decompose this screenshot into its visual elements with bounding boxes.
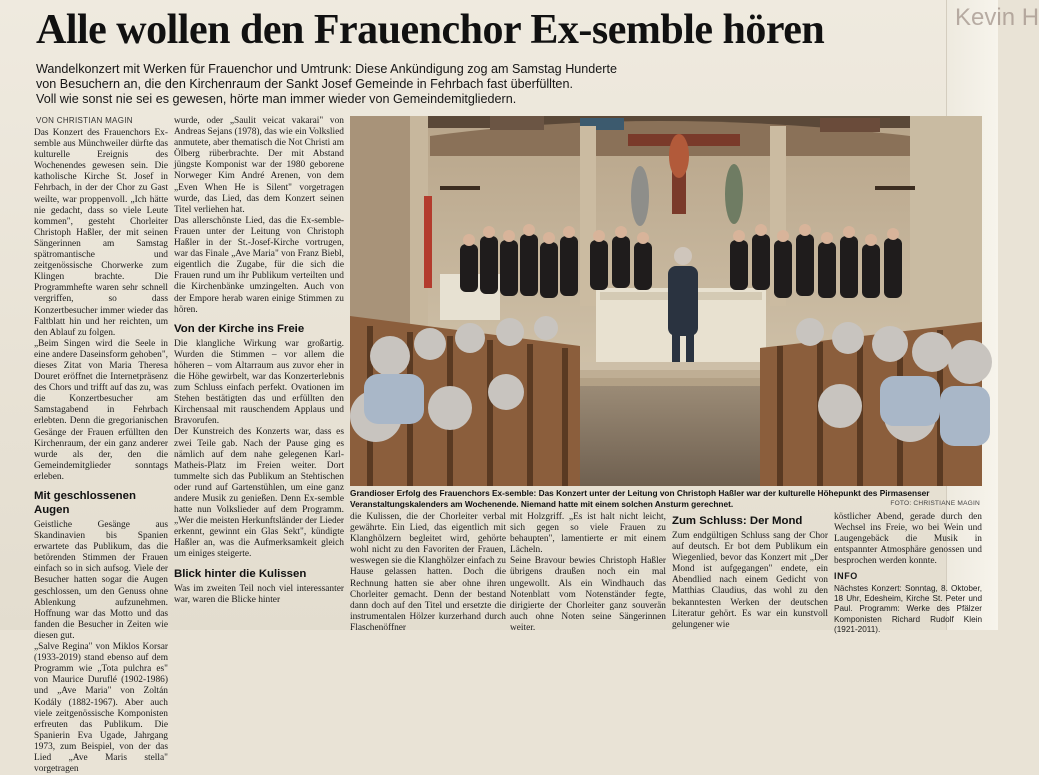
article-column-1 (34, 128, 168, 775)
photo-credit: FOTO: CHRISTIANE MAGIN (890, 500, 980, 507)
body-paragraph: mit Holzgriff. „Es ist halt nicht leicht, sich gegen so viele Frauen zu behaupten", lamentierte er mit einem Lächeln. (510, 512, 666, 556)
body-paragraph: Was im zweiten Teil noch viel interessanter war, waren die Blicke hinter (174, 583, 344, 605)
subheading: Blick hinter die Kulissen (174, 567, 307, 580)
adjacent-page-text: Kevin H (955, 4, 1039, 31)
lead-line: von Besuchern an, die den Kirchenraum der Sankt Josef Gemeinde in Fehrbach fast überfüllten. (36, 77, 573, 91)
subheading: Von der Kirche ins Freie (174, 322, 305, 335)
body-paragraph: wurde, oder „Saulit veicat vakarai" von Andreas Sejans (1978), das wie ein Volkslied anmutete, aber thematisch die Not Christi am Ölberg rüberbrachte. Der mit Abstand jüngste Komponist war der 1980 geborene Norweger Kim André Arenen, von dem „Even When He is Silent" vorgetragen wurde, das Lied, das dem Konzert seinen Titel verliehen hat. (174, 116, 345, 215)
body-paragraph: Die klangliche Wirkung war großartig. Wurden die Stimmen – vor allem die höheren – vom Altarraum aus zuvor eher in die Höhe gewirbelt, war das Konzerterlebnis zum Schluss einfach perfekt. Ovationen im Stehen bestätigten das und erfüllten den Kirchensaal mit rauschendem Applaus und Bravorufen. (174, 338, 344, 427)
body-paragraph: Das Konzert des Frauenchors Ex-semble aus Münchweiler dürfte das kulturelle Ereignis des Wochenendes gewesen sein. Die katholische Kirche St. Josef in Fehrbach, in der der Chor zu Gast weilte, war proppenvoll. „Ich hätte nie gedacht, dass so viele Leute kommen", gesteht Chorleiter Christoph Haßler, der mit seinen Sängerinnen am Samstag spätromantische und zeitgenössische Chorwerke zum Klingen brachte. Die Programmhefte waren sehr schnell vergriffen, so dass Konzertbesucher immer wieder das Faltblatt hin und her reichten, um den Ablauf zu folgen. (34, 128, 168, 338)
info-box-text: Nächstes Konzert: Sonntag, 8. Oktober, 18 Uhr, Edesheim, Kirche St. Peter und Paul. Programm: Werke des Pfälzer Komponisten Richard Rudolf Klein (1921-2011). (834, 583, 982, 635)
subheading: Mit geschlossenen Augen (34, 490, 136, 516)
lead-paragraph (36, 62, 646, 107)
lead-line: Voll wie sonst nie sei es gewesen, hörte man immer wieder von Gemeindemitgliedern. (36, 92, 517, 106)
article-column-2 (174, 116, 344, 628)
body-paragraph: Der Kunstreich des Konzerts war, dass es zwei Teile gab. Nach der Pause ging es nämlich auf dem nahe gelegenen Karl-Matheis-Platz im Freien weiter. Dort tummelte sich das Publikum an Stehtischen oder rund auf Gartenstühlen, um eine ganz andere Musik zu genießen. Denn Ex-semble hatte nun Volkslieder auf dem Programm. „Wer die meisten Herkunftsländer der Lieder erkennt, gewinnt ein Glas Sekt", kündigte Haßler an, was die Aufmerksamkeit gleich um einiges steigerte. (174, 427, 344, 560)
article-column-6 (834, 512, 982, 635)
article-column-5 (672, 514, 828, 628)
info-box-title: INFO (834, 571, 858, 582)
byline: VON CHRISTIAN MAGIN (36, 116, 133, 125)
headline: Alle wollen den Frauenchor Ex-semble hören (36, 7, 825, 53)
body-paragraph: „Salve Regina" von Miklos Korsar (1933-2019) stand ebenso auf dem Programm wie „Tota pulchra es" von Maurice Duruflé (1902-1986) und „Ave Maria" von Zoltán Kodály (1882-1967). Aber auch viele zeitgenössische Komponisten erfreuten das Publikum. Die Spanierin Eva Ugade, Jahrgang 1973, zum Beispiel, von der das Lied „Ave Maris stella" vorgetragen (34, 642, 168, 775)
lead-line: Wandelkonzert mit Werken für Frauenchor und Umtrunk: Diese Ankündigung zog am Samstag Hunderte (36, 62, 617, 76)
body-paragraph: köstlicher Abend, gerade durch den Wechsel ins Freie, wo bei Wein und Laugengebäck die Musik in entspannter Atmosphäre genossen und besprochen werden konnte. (834, 512, 982, 567)
body-paragraph: Geistliche Gesänge aus Skandinavien bis Spanien erwartete das Publikum, das die betörenden Stimmen der Frauen einfach so in sich aufsog. Viele der Besucher hatten sogar die Augen geschlossen, um den Genuss ohne Ablenkung aufzunehmen. Hoffnung war das Motto und das fanden die Besucher in Zeiten wie diesen gut. (34, 520, 168, 641)
article-column-3 (350, 512, 506, 633)
church-interior-illustration (350, 116, 982, 486)
subheading: Zum Schluss: Der Mond (672, 515, 803, 527)
article-column-4 (510, 512, 666, 633)
photo-caption: Grandioser Erfolg des Frauenchors Ex-semble: Das Konzert unter der Leitung von Christoph Haßler war der kulturelle Höhepunkt des Pirmasenser Veranstaltungskalenders am Wochenende. Niemand hatte mit einem solchen Ansturm gerechnet. (350, 488, 930, 509)
body-paragraph: „Beim Singen wird die Seele in eine andere Daseinsform gehoben", dieses Zitat von Maria Theresa Douret eröffnet die Internetpräsenz des Chors und trifft auf das zu, was die Konzertbesucher am Samstagabend in Fehrbach erlebten. Denn die gregorianischen Gesänge der Frauen erfüllten den Kirchenraum, der ein ganz anderer wurde als der, den die Gemeindemitglieder sonntags erleben. (34, 338, 168, 482)
body-paragraph: die Kulissen, die der Chorleiter verbal gewährte. Ein Lied, das eigentlich mit Klanghölzern begleitet wird, gehörte wohl nicht zu den Favoriten der Frauen, weswegen sie die Klanghölzer einfach zu Hause gelassen hatten. Doch die Rechnung hatten sie aber ohne ihren Chorleiter gemacht. Denn der bestand dann doch auf den Titel und ersetzte die instrumentalen Hölzer kurzerhand durch Flaschenöffner (350, 512, 506, 633)
choir-concert-photo (350, 116, 982, 486)
body-paragraph: Zum endgültigen Schluss sang der Chor auf deutsch. Er bot dem Publikum ein Wiegenlied, bevor das Konzert mit „Der Mond ist aufgegangen" endete, ein Abendlied nach einem Gedicht von Matthias Claudius, das wohl zu den bekanntesten Werken der deutschen Literatur gehört. Es war ein kunstvoll gelungener wie (672, 531, 828, 630)
body-paragraph: Seine Bravour bewies Christoph Haßler übrigens draußen noch ein mal ungewollt. Als ein Windhauch das Notenblatt vom Notenständer fegte, dirigierte der Chorleiter ganz souverän auch ohne Noten seine Sängerinnen weiter. (510, 556, 666, 633)
body-paragraph: Das allerschönste Lied, das die Ex-semble-Frauen unter der Leitung von Christoph Haßler in der St.-Josef-Kirche vortrugen, war das Finale „Ave Maria" von Franz Biebl, eigentlich die Zugabe, für die sich die Frauen rund um ihr Publikum verteilten und die Kirchenbänke umzingelten. Auch von der Empore herab waren einige Stimmen zu hören. (174, 215, 344, 315)
